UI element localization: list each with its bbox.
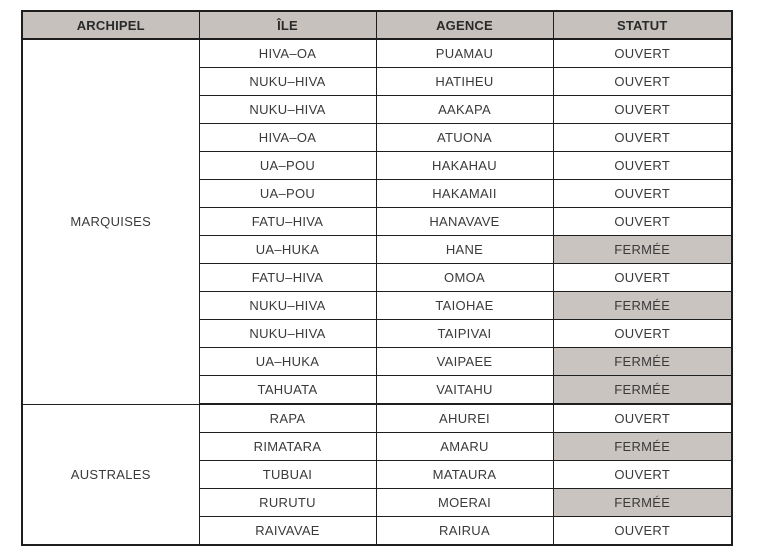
statut-cell: FERMÉE <box>553 489 732 517</box>
ile-cell: NUKU–HIVA <box>199 96 376 124</box>
ile-cell: RIMATARA <box>199 433 376 461</box>
ile-cell: FATU–HIVA <box>199 208 376 236</box>
statut-cell: FERMÉE <box>553 236 732 264</box>
agence-cell: AHUREI <box>376 404 553 433</box>
statut-cell: OUVERT <box>553 39 732 68</box>
table-row <box>22 404 732 433</box>
ile-cell: RAIVAVAE <box>199 517 376 546</box>
agence-cell: MATAURA <box>376 461 553 489</box>
ile-cell: RURUTU <box>199 489 376 517</box>
ile-cell: RAPA <box>199 404 376 433</box>
agence-cell: ATUONA <box>376 124 553 152</box>
agence-cell: TAIOHAE <box>376 292 553 320</box>
ile-cell: FATU–HIVA <box>199 264 376 292</box>
agence-cell: PUAMAU <box>376 39 553 68</box>
statut-cell: FERMÉE <box>553 433 732 461</box>
statut-cell: OUVERT <box>553 264 732 292</box>
ile-cell: UA–POU <box>199 152 376 180</box>
agence-cell: HAKAMAII <box>376 180 553 208</box>
statut-cell: OUVERT <box>553 208 732 236</box>
archipel-cell: MARQUISES <box>22 39 199 404</box>
agence-cell: HAKAHAU <box>376 152 553 180</box>
statut-cell: OUVERT <box>553 461 732 489</box>
header-statut: STATUT <box>553 11 732 39</box>
statut-cell: OUVERT <box>553 180 732 208</box>
statut-cell: FERMÉE <box>553 348 732 376</box>
statut-cell: OUVERT <box>553 124 732 152</box>
header-row <box>22 11 732 39</box>
ile-cell: TUBUAI <box>199 461 376 489</box>
ile-cell: HIVA–OA <box>199 124 376 152</box>
ile-cell: NUKU–HIVA <box>199 68 376 96</box>
agence-cell: OMOA <box>376 264 553 292</box>
agence-cell: AMARU <box>376 433 553 461</box>
agence-cell: HANE <box>376 236 553 264</box>
ile-cell: HIVA–OA <box>199 39 376 68</box>
statut-cell: OUVERT <box>553 517 732 546</box>
agence-cell: VAITAHU <box>376 376 553 405</box>
ile-cell: UA–POU <box>199 180 376 208</box>
agence-cell: AAKAPA <box>376 96 553 124</box>
header-ile: ÎLE <box>199 11 376 39</box>
ile-cell: UA–HUKA <box>199 236 376 264</box>
table-body <box>22 39 732 545</box>
archipel-cell: AUSTRALES <box>22 404 199 545</box>
statut-cell: FERMÉE <box>553 376 732 405</box>
header-archipel: ARCHIPEL <box>22 11 199 39</box>
agence-cell: TAIPIVAI <box>376 320 553 348</box>
statut-cell: OUVERT <box>553 152 732 180</box>
statut-cell: OUVERT <box>553 68 732 96</box>
statut-cell: OUVERT <box>553 96 732 124</box>
agence-cell: RAIRUA <box>376 517 553 546</box>
agence-cell: MOERAI <box>376 489 553 517</box>
ile-cell: TAHUATA <box>199 376 376 405</box>
agence-cell: VAIPAEE <box>376 348 553 376</box>
agency-status-table <box>21 10 733 546</box>
statut-cell: FERMÉE <box>553 292 732 320</box>
table-row <box>22 39 732 68</box>
agence-cell: HANAVAVE <box>376 208 553 236</box>
ile-cell: NUKU–HIVA <box>199 320 376 348</box>
statut-cell: OUVERT <box>553 320 732 348</box>
ile-cell: UA–HUKA <box>199 348 376 376</box>
statut-cell: OUVERT <box>553 404 732 433</box>
agence-cell: HATIHEU <box>376 68 553 96</box>
header-agence: AGENCE <box>376 11 553 39</box>
ile-cell: NUKU–HIVA <box>199 292 376 320</box>
